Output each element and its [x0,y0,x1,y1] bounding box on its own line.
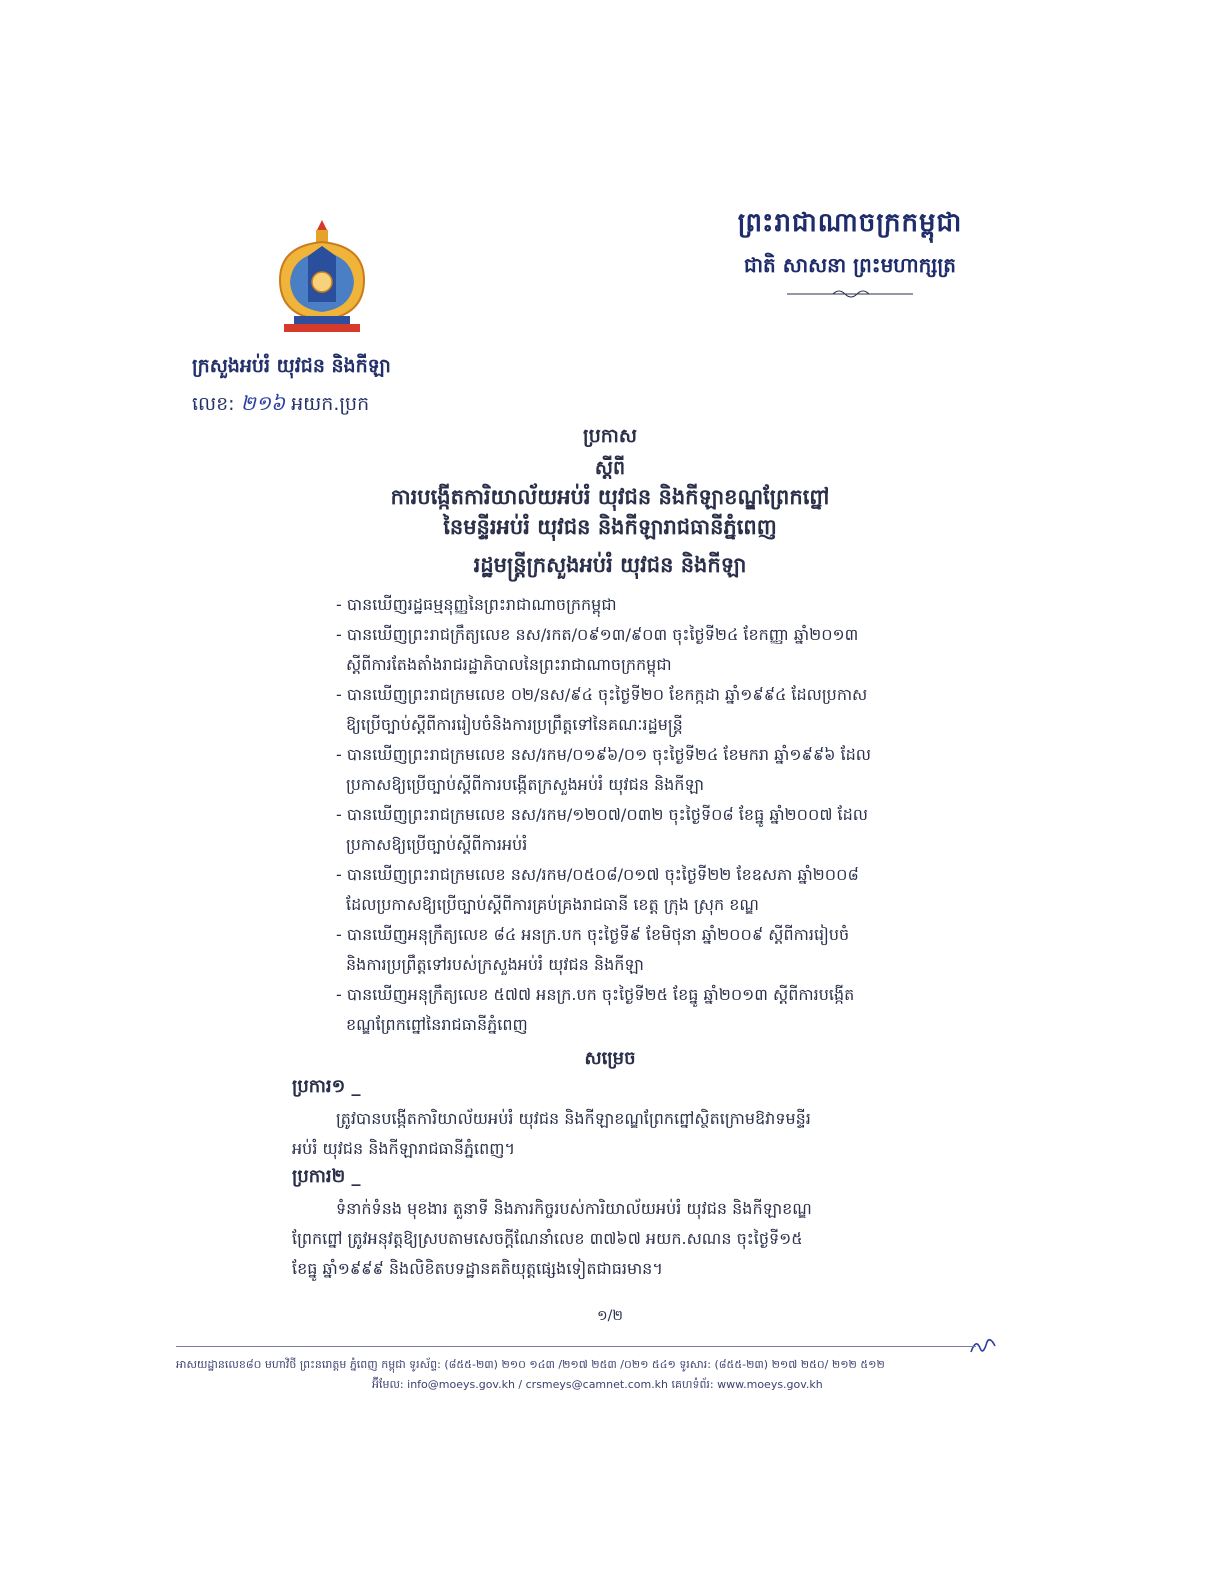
reference-label: លេខ: [192,393,235,415]
ornament-divider-icon [785,286,915,300]
article1-label: ប្រការ១ _ [292,1076,361,1097]
visa-line: ប្រកាសឱ្យប្រើច្បាប់ស្តីពីការអប់រំ [346,835,528,854]
article1-line: អប់រំ យុវជន និងកីឡារាជធានីភ្នំពេញ។ [292,1139,516,1158]
visa-line: - បានឃើញព្រះរាជក្រឹត្យលេខ នស/រកត/០៩១៣/៩០៣ ចុះថ្ងៃទី២៤ ខែកញ្ញា ឆ្នាំ២០១៣ [336,625,859,644]
kingdom-heading [700,206,1000,300]
article2-line: ទំនាក់ទំនង មុខងារ តួនាទី និងភារកិច្ចរបស់ការិយាល័យអប់រំ យុវជន និងកីឡាខណ្ឌ [336,1199,812,1218]
visa-line: - បានឃើញព្រះរាជក្រមលេខ ០២/នស/៩៤ ចុះថ្ងៃទី២០ ខែកក្កដា ឆ្នាំ១៩៩៤ ដែលប្រកាស [336,685,868,704]
footer-address: អាសយដ្ឋានលេខ៨០ មហាវិថី ព្រះនរោត្តម ភ្នំពេញ កម្ពុជា ទូរស័ព្ទ: (៨៥៥-២៣) ២១០ ១៤៣ /២១៧ ២៥៣ /០២១ ៥៤១ ទូរសារ: (៨៥៥-២៣) ២១៧ ២៥០/ ២១២ ៥១២ [176,1358,885,1371]
visa-line: ស្តីពីការតែងតាំងរាជរដ្ឋាភិបាលនៃព្រះរាជាណាចក្រកម្ពុជា [346,655,672,674]
document-about: ស្តីពី [594,457,626,479]
article2-label: ប្រការ២ _ [292,1166,361,1187]
article1-body [292,1104,932,1164]
page-number: ១/២ [597,1308,623,1324]
visa-line: ខណ្ឌព្រែកព្នៅនៃរាជធានីភ្នំពេញ [346,1015,528,1034]
visa-line: - បានឃើញព្រះរាជក្រមលេខ នស/រកម/១២០៧/០៣២ ចុះថ្ងៃទី០៨ ខែធ្នូ ឆ្នាំ២០០៧ ដែល [336,805,868,824]
visa-line: និងការប្រព្រឹត្តទៅរបស់ក្រសួងអប់រំ យុវជន និងកីឡា [346,955,644,974]
visas-list [336,590,936,1040]
document-type: ប្រកាស [583,425,637,447]
article2-line: ខែធ្នូ ឆ្នាំ១៩៩៩ និងលិខិតបទដ្ឋានគតិយុត្តផ្សេងទៀតជាធរមាន។ [292,1259,663,1278]
document-subject-line2: នៃមន្ទីរអប់រំ យុវជន និងកីឡារាជធានីភ្នំពេញ [443,515,777,539]
visa-line: ឱ្យប្រើច្បាប់ស្តីពីការរៀបចំនិងការប្រព្រឹត្តទៅនៃគណៈរដ្ឋមន្ត្រី [346,715,683,734]
visa-line: ប្រកាសឱ្យប្រើច្បាប់ស្តីពីការបង្កើតក្រសួងអប់រំ យុវជន និងកីឡា [346,775,704,794]
visa-line: ដែលប្រកាសឱ្យប្រើច្បាប់ស្តីពីការគ្រប់គ្រងរាជធានី ខេត្ត ក្រុង ស្រុក ខណ្ឌ [346,895,759,914]
visa-line: - បានឃើញព្រះរាជក្រមលេខ នស/រកម/០១៩៦/០១ ចុះថ្ងៃទី២៤ ខែមករា ឆ្នាំ១៩៩៦ ដែល [336,745,872,764]
decision-heading: សម្រេច [584,1048,636,1069]
kingdom-title: ព្រះរាជាណាចក្រកម្ពុជា [737,208,963,238]
reference-number [192,390,369,420]
national-motto: ជាតិ សាសនា ព្រះមហាក្សត្រ [744,253,956,277]
ministry-name: ក្រសួងអប់រំ យុវជន និងកីឡា [192,355,391,377]
document-subject-line1: ការបង្កើតការិយាល័យអប់រំ យុវជន និងកីឡាខណ្ឌព្រែកព្នៅ [390,485,830,509]
reference-number-handwritten: ២១៦ [240,391,286,415]
visa-line: - បានឃើញអនុក្រឹត្យលេខ ៨៤ អនក្រ.បក ចុះថ្ងៃទី៩ ខែមិថុនា ឆ្នាំ២០០៩ ស្តីពីការរៀបចំ [336,925,850,944]
ministry-emblem-icon [270,216,374,340]
footer-contact: អ៊ីមែល: info@moeys.gov.kh / crsmeys@camnet.com.kh គេហទំព័រ: www.moeys.gov.kh [372,1378,823,1391]
article2-line: ព្រែកព្នៅ ត្រូវអនុវត្តឱ្យស្របតាមសេចក្តីណែនាំលេខ ៣៧៦៧ អយក.សណន ចុះថ្ងៃទី១៥ [292,1229,803,1248]
article2-body [292,1194,932,1284]
article1-line: ត្រូវបានបង្កើតការិយាល័យអប់រំ យុវជន និងកីឡាខណ្ឌព្រែកព្នៅស្ថិតក្រោមឱវាទមន្ទីរ [336,1109,811,1128]
handwritten-initial-icon [968,1334,998,1362]
issuer-title: រដ្ឋមន្ត្រីក្រសួងអប់រំ យុវជន និងកីឡា [473,553,747,577]
footer-divider [176,1346,976,1347]
visa-line: - បានឃើញរដ្ឋធម្មនុញ្ញនៃព្រះរាជាណាចក្រកម្ពុជា [336,595,617,614]
visa-line: - បានឃើញអនុក្រឹត្យលេខ ៥៧៧ អនក្រ.បក ចុះថ្ងៃទី២៥ ខែធ្នូ ឆ្នាំ២០១៣ ស្តីពីការបង្កើត [336,985,855,1004]
visa-line: - បានឃើញព្រះរាជក្រមលេខ នស/រកម/០៥០៨/០១៧ ចុះថ្ងៃទី២២ ខែឧសភា ឆ្នាំ២០០៨ [336,865,859,884]
reference-suffix: អយក.ប្រក [291,393,370,415]
